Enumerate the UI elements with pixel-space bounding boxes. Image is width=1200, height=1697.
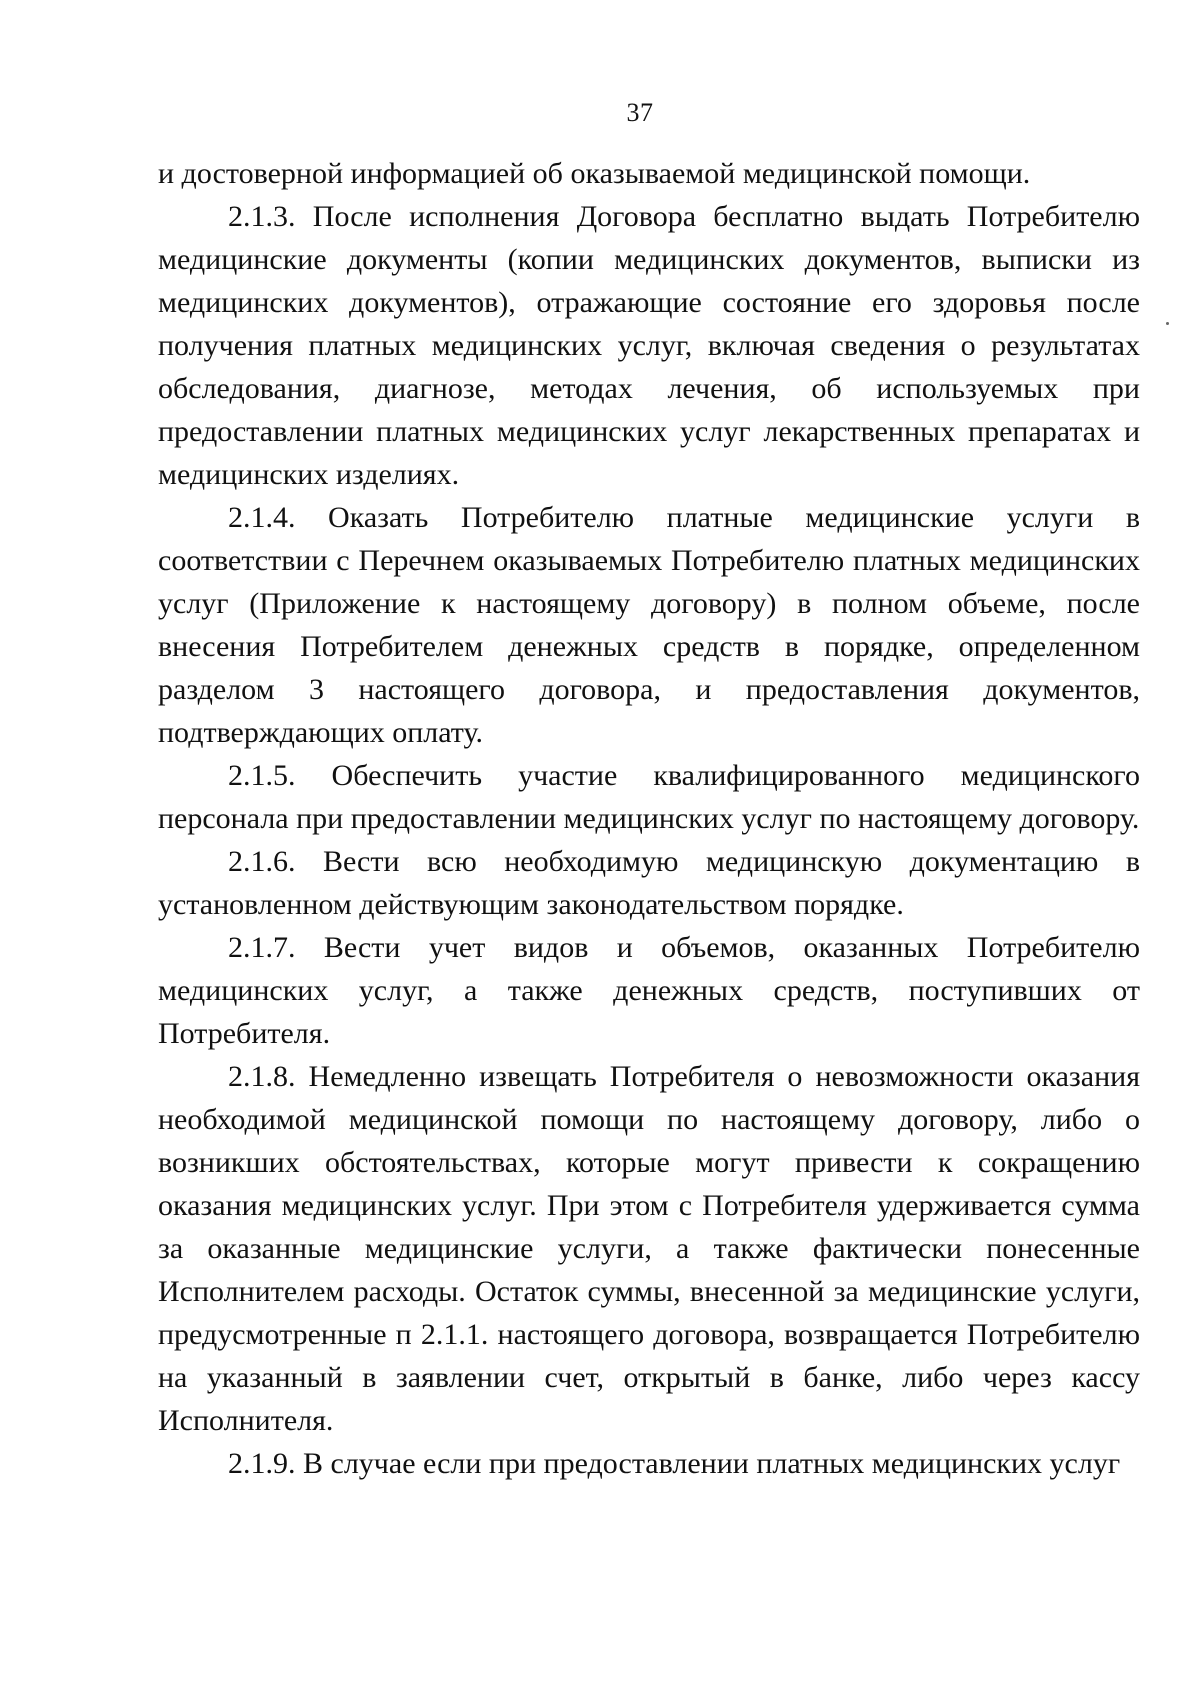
paragraph-2-1-3: 2.1.3. После исполнения Договора бесплатно выдать Потребителю медицинские документы (копии медицинских документов, выписки из медицинских документов), отражающие состояние его здоровья после получения платных медицинских услуг, включая сведения о результатах обследования, диагнозе, методах лечения, об используемых при предоставлении платных медицинских услуг лекарственных препаратах и медицинских изделиях. [158,200,1140,491]
paragraph-2-1-5: 2.1.5. Обеспечить участие квалифицированного медицинского персонала при предоставлении медицинских услуг по настоящему договору. [158,759,1140,835]
paragraph-2-1-6: 2.1.6. Вести всю необходимую медицинскую документацию в установленном действующим законодательством порядке. [158,845,1140,921]
paragraph-continuation: и достоверной информацией об оказываемой медицинской помощи. [158,157,1031,190]
paragraph-2-1-9: 2.1.9. В случае если при предоставлении платных медицинских услуг [228,1447,1121,1480]
paragraph-2-1-7: 2.1.7. Вести учет видов и объемов, оказанных Потребителю медицинских услуг, а также денежных средств, поступивших от Потребителя. [158,931,1140,1050]
page-number: 37 [626,98,654,127]
paragraph-2-1-8: 2.1.8. Немедленно извещать Потребителя о невозможности оказания необходимой медицинской помощи по настоящему договору, либо о возникших обстоятельствах, которые могут привести к сокращению оказания медицинских услуг. При этом с Потребителя удерживается сумма за оказанные медицинские услуги, а также фактически понесенные Исполнителем расходы. Остаток суммы, внесенной за медицинские услуги, предусмотренные п 2.1.1. настоящего договора, возвращается Потребителю на указанный в заявлении счет, открытый в банке, либо через кассу Исполнителя. [158,1060,1140,1437]
paragraph-2-1-4: 2.1.4. Оказать Потребителю платные медицинские услуги в соответствии с Перечнем оказываемых Потребителю платных медицинских услуг (Приложение к настоящему договору) в полном объеме, после внесения Потребителем денежных средств в порядке, определенном разделом 3 настоящего договора, и предоставления документов, подтверждающих оплату. [158,501,1140,749]
scan-artifact-dot [1166,322,1169,325]
document-body [158,152,1140,1485]
